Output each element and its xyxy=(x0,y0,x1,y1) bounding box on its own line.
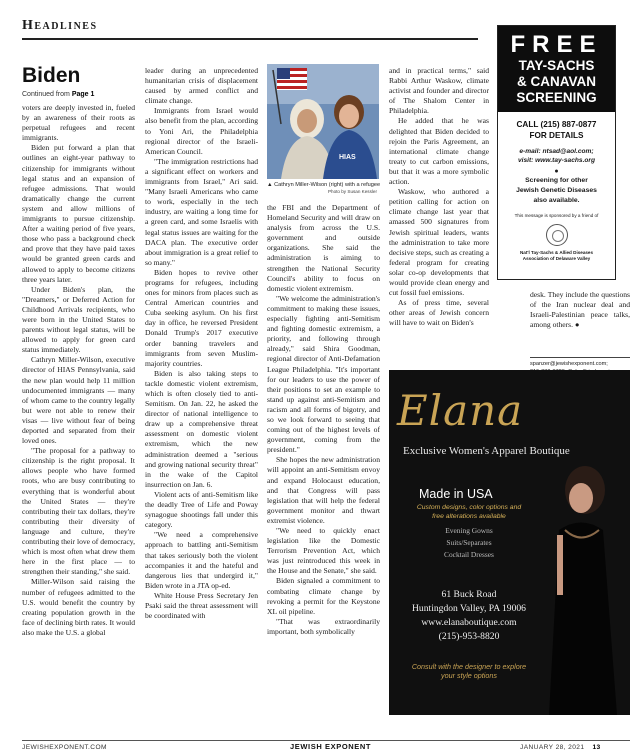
consult-note xyxy=(401,662,537,680)
section-heading: Headlines xyxy=(22,18,98,33)
story-column-4 xyxy=(389,66,489,354)
elana-boutique-ad[interactable] xyxy=(389,370,630,715)
category-suits: Suits/Separates xyxy=(446,538,492,547)
ad-association: Nat'l Tay-Sachs & Allied Diseases xyxy=(519,250,594,255)
story-paragraph: She hopes the new administration will appoint an anti-Semitism envoy and expand Holocaust education, and that Congress will pass legislation that will help the federal government monitor and thwart extremist violence. xyxy=(267,455,380,525)
footer-website[interactable]: JEWISHEXPONENT.COM xyxy=(22,744,107,751)
association-seal-icon xyxy=(546,224,568,246)
story-paragraph: "We need to quickly enact legislation like the Domestic Terrorism Prevention Act, which was just reintroduced this week in the House and the Senate," she said. xyxy=(267,526,380,576)
ad-header xyxy=(498,26,615,112)
story-column-3 xyxy=(267,203,380,733)
story-paragraph: Cathryn Miller-Wilson, executive director of HIAS Pennsylvania, said the new plan would help 11 million undocumented immigrants — many of whom came to the country legally but were not able to renew their visas — live without fear of being deported and separated from their loved ones. xyxy=(22,355,135,446)
custom-line: free alterations available xyxy=(432,512,506,520)
story-column-1 xyxy=(22,103,135,733)
story-paragraph: Under Biden's plan, the "Dreamers," or Deferred Action for Childhood Arrivals recipients, who were born in the United States to parents without legal status, will be allowed to apply for green card status immediately. xyxy=(22,284,135,355)
consult-line: your style options xyxy=(441,671,497,680)
story-paragraph: "The proposal for a pathway to citizenship is the right proposal. It allows people who have formed roots, who are busy contributing to everything that is wonderful about the United States — they're contributing their tax dollars, they're contributing their diversity of language and culture, they're contributing their love of democracy, which is most often what drew them here in the first place — to strengthen their standing," she said. xyxy=(22,446,135,577)
tay-sachs-ad[interactable] xyxy=(497,25,616,280)
story-paragraph: "The immigration restrictions had a significant effect on workers and immigrants from Israel," Ari said. "Many Israeli Americans who came to work, especially in the tech industry, are waiting a long time for a green card, and some Israelis with legal status issues are waiting for the DACA plan. The executive order about immigration is a great relief to so many." xyxy=(145,156,258,267)
ad-email[interactable]: e-mail: ntsad@aol.com; xyxy=(519,148,594,155)
ad-screening-note: Jewish Genetic Diseases xyxy=(516,187,597,194)
story-paragraph: Miller-Wilson said raising the number of refugees admitted to the U.S. would benefit the country by creating population growth in the face of declining birth rates. It would also make the U.S. a global xyxy=(22,577,135,637)
address-street: 61 Buck Road xyxy=(441,589,497,600)
story-paragraph: "We need a comprehensive approach to battling anti-Semitism that takes seriously both the violent accompanies it and the hateful and dangerous lies that undergird it," Biden wrote in a JTA op-ed. xyxy=(145,530,258,590)
continued-line xyxy=(22,91,94,98)
story-paragraph: Biden is also taking steps to tackle domestic violent extremism, which is often closely tied to anti-Semitism. On Jan. 22, he asked the director of national intelligence to draw up a comprehensive threat assessment on domestic violent extremism, which the new administration deemed a "serious and growing national security threat" in the wake of the Capitol insurrection on Jan. 6. xyxy=(145,368,258,489)
elana-tagline: Exclusive Women's Apparel Boutique xyxy=(403,445,570,457)
section-rule xyxy=(22,38,478,40)
story-column-5 xyxy=(530,290,630,354)
story-paragraph: Biden hopes to revive other programs for refugees, including ones for minors from places such as Central American countries and Cuba seeking asylum. On his first day in office, he reversed President Donald Trump's 2017 executive order banning travelers and immigrants from seven Muslim-majority countries. xyxy=(145,267,258,368)
ad-line: SCREENING xyxy=(516,90,597,105)
ad-free-heading: FREE xyxy=(510,31,603,58)
category-cocktail: Cocktail Dresses xyxy=(444,550,494,559)
photo-caption: ▲ Cathryn Miller-Wilson (right) with a refugee xyxy=(267,182,381,188)
continued-prefix: Continued from xyxy=(22,91,70,98)
elana-address xyxy=(401,588,537,644)
custom-designs-note xyxy=(409,504,529,521)
story-paragraph: Biden put forward a plan that outlines an eight-year pathway to citizenship for immigrants without legal status and an expansion of refugee admissions. That would dramatically change the current system and allow millions of immigrants to pursue citizenship. After a waiting period of five years, those who pass a background check and prove that they have paid taxes would be granted green cards and allowed to apply to become citizens three years later. xyxy=(22,143,135,284)
story-paragraph: Biden signaled a commitment to combating climate change by revoking a permit for the Keystone XL oil pipeline. xyxy=(267,576,380,616)
story-paragraph: desk. They include the questions of the Iran nuclear deal and Israeli-Palestinian peace talks, among others. ● xyxy=(530,290,630,330)
ad-sponsor: This message is sponsored by a friend of xyxy=(514,213,599,218)
bullet-icon: ● xyxy=(554,168,559,175)
news-photo xyxy=(267,64,379,179)
ad-line: TAY-SACHS xyxy=(518,58,595,73)
footer-publication: JEWISH EXPONENT xyxy=(290,742,372,751)
ad-line: & CANAVAN xyxy=(517,74,596,89)
address-city: Huntingdon Valley, PA 19006 xyxy=(412,603,526,614)
continued-page: Page 1 xyxy=(71,91,95,98)
story-paragraph: Waskow, who authored a petition calling for action on climate change last year that amassed 500 signatures from Jewish spiritual leaders, wants the administration to take more decisive steps, such as creating a federal program for creating solar co-op developments that would provide clean energy and cut fossil fuel emissions. xyxy=(389,187,489,298)
made-in-usa: Made in USA xyxy=(419,487,493,501)
photo-illustration xyxy=(267,64,379,179)
story-paragraph: He added that he was delighted that Biden decided to rejoin the Paris Agreement, an international climate change treaty to cut carbon emissions, but that it was a more symbolic action. xyxy=(389,116,489,187)
story-paragraph: Violent acts of anti-Semitism like the deadly Tree of Life and Poway synagogue shootings fall under this category. xyxy=(145,489,258,530)
elana-logo: Elana xyxy=(397,386,524,435)
story-paragraph: "That was extraordinarily important, both symbolically xyxy=(267,616,380,636)
elana-website[interactable]: www.elanaboutique.com xyxy=(421,617,517,628)
story-paragraph: Immigrants from Israel would also benefit from the plan, according to Yoni Ari, the Philadelphia regional director of the Israeli-American Council. xyxy=(145,106,258,156)
ad-phone[interactable]: CALL (215) 887-0877 xyxy=(516,120,597,129)
story-column-2 xyxy=(145,66,258,733)
ad-screening-note: Screening for other xyxy=(525,177,588,184)
story-paragraph: leader during an unprecedented humanitarian crisis of displacement caused by armed conflict and climate change. xyxy=(145,66,258,106)
story-paragraph: and in practical terms," said Rabbi Arthur Waskow, climate activist and founder and director of The Shalom Center in Philadelphia. xyxy=(389,66,489,116)
story-paragraph: As of press time, several other areas of Jewish concern will have to wait on Biden's xyxy=(389,298,489,328)
story-paragraph: "We welcome the administration's commitment to making these issues, especially fighting anti-Semitism and fighting domestic extremism, a priority, and following through already," said Shira Goodman, regional director of Anti-Defamation League Philadelphia. "It's important for our leaders to use the power of their positions to set an example to stand up against anti-Semitism and racism and all forms of bigotry, and so we look forward to seeing that coming out of the highest levels of government, coming from the president." xyxy=(267,293,380,455)
elana-phone[interactable]: (215)-953-8820 xyxy=(438,631,500,642)
story-paragraph: the FBI and the Department of Homeland Security and will draw on analysis from across the U.S. government and outside organizations. She said the administration is aiming to strengthen the National Security Council's ability to focus on domestic violent extremism. xyxy=(267,203,380,293)
author-email[interactable]: spanzer@jewishexponent.com; xyxy=(530,361,608,367)
ad-details: FOR DETAILS xyxy=(529,131,584,140)
story-paragraph: voters are deeply invested in, fueled by an awareness of their roots as perpetual refugees and recent immigrants. xyxy=(22,103,135,143)
footer-rule xyxy=(22,740,630,741)
ad-screening-note: also available. xyxy=(533,197,580,204)
page-number: 13 xyxy=(592,744,601,751)
story-paragraph: White House Press Secretary Jen Psaki said the threat assessment will be coordinated with xyxy=(145,590,258,621)
custom-line: Custom designs, color options and xyxy=(416,504,522,511)
story-title: Biden xyxy=(22,64,81,87)
category-evening-gowns: Evening Gowns xyxy=(445,526,493,535)
photo-credit: Photo by Susan Kessler xyxy=(327,189,377,194)
footer-date-page xyxy=(520,744,601,751)
consult-line: Consult with the designer to explore xyxy=(411,662,527,671)
footer-date: JANUARY 28, 2021 xyxy=(520,744,585,751)
ad-website[interactable]: visit: www.tay-sachs.org xyxy=(517,157,596,164)
ad-association: Association of Delaware Valley xyxy=(522,256,591,261)
svg-text:HIAS: HIAS xyxy=(339,154,356,161)
